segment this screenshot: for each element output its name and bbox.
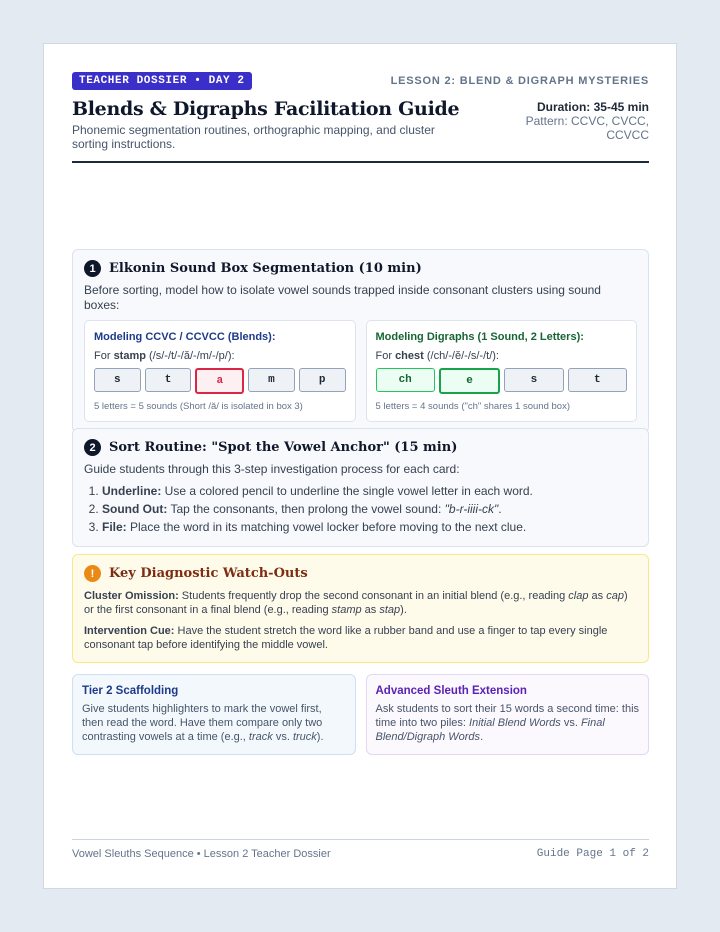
sound-box-vowel: a — [195, 368, 244, 394]
section-title: Elkonin Sound Box Segmentation (10 min) — [109, 261, 422, 276]
section-watch-outs — [72, 554, 649, 663]
example-sounds: (/ch/-/ĕ/-/s/-/t/): — [423, 350, 499, 362]
blends-note: 5 letters = 5 sounds (Short /ă/ is isolated in box 3) — [94, 401, 303, 412]
step-label: Sound Out: — [102, 502, 168, 516]
section-intro: Guide students through this 3-step investigation process for each card: — [84, 462, 460, 476]
sound-box: s — [504, 368, 563, 392]
tier2-card — [72, 674, 356, 755]
pattern-label: Pattern: CCVC, CVCC, CCVCC — [525, 114, 649, 142]
text: ). — [316, 731, 324, 743]
warning-icon: ! — [84, 565, 101, 582]
sound-box: m — [248, 368, 295, 392]
step-label: File: — [102, 520, 127, 534]
digraphs-model-card — [366, 320, 638, 422]
section-sort-routine — [72, 428, 649, 547]
modeling-columns — [84, 320, 637, 422]
step-item — [102, 500, 637, 518]
digraphs-note: 5 letters = 4 sounds ("ch" shares 1 sound box) — [375, 401, 570, 412]
tier2-text — [82, 702, 346, 744]
text: Give students highlighters to mark the vowel first, then read the word. Have them compare only two contrasting vowels at a time (e.g., — [82, 703, 323, 743]
section-intro: Before sorting, model how to isolate vowel sounds trapped inside consonant clusters using sound boxes: — [84, 283, 601, 312]
page-subtitle: Phonemic segmentation routines, orthographic mapping, and cluster sorting instructions. — [72, 123, 435, 151]
page-title: Blends & Digraphs Facilitation Guide — [72, 98, 460, 120]
document-page — [43, 43, 677, 889]
text: Have the student stretch the word like a rubber band and use a finger to tap every single consonant tap before identifying the middle vowel. — [84, 625, 608, 651]
sound-box-digraph: ch — [376, 368, 435, 392]
for-prefix: For — [375, 350, 396, 362]
section-title: Key Diagnostic Watch-Outs — [109, 566, 308, 581]
example-word: clap — [568, 590, 589, 602]
paragraph-label: Cluster Omission: — [84, 590, 179, 602]
page-content — [72, 72, 649, 743]
blends-model-title: Modeling CCVC / CCVCC (Blends): — [94, 331, 276, 343]
extension-text — [376, 702, 640, 744]
text: vs. — [560, 717, 581, 729]
header-topline — [72, 72, 649, 90]
text: . — [480, 731, 484, 743]
text: as — [361, 604, 380, 616]
step-text: Use a colored pencil to underline the single vowel letter in each word. — [161, 484, 533, 498]
step-text-end: . — [498, 502, 502, 516]
step-text: Place the word in its matching vowel locker before moving to the next clue. — [126, 520, 527, 534]
step-text: Tap the consonants, then prolong the vowel sound: — [167, 502, 445, 516]
page-number: Guide Page 1 of 2 — [536, 848, 649, 860]
text: ). — [400, 604, 407, 616]
section-number-1: 1 — [84, 260, 101, 277]
step-label: Underline: — [102, 484, 162, 498]
blends-example — [94, 350, 346, 362]
section-sound-boxes — [72, 249, 649, 433]
pile-name: Initial Blend Words — [469, 717, 561, 729]
blends-model-card — [84, 320, 356, 422]
example-word: chest — [395, 350, 424, 362]
text: Students frequently drop the second consonant in an initial blend (e.g., reading — [178, 590, 569, 602]
example-word: stamp — [331, 604, 362, 616]
tier2-title: Tier 2 Scaffolding — [82, 685, 179, 697]
sound-box-vowel: e — [439, 368, 500, 394]
section-number-2: 2 — [84, 439, 101, 456]
text: as — [588, 590, 607, 602]
sound-box: t — [568, 368, 627, 392]
section-header — [84, 439, 637, 456]
header-divider — [72, 161, 649, 163]
sound-boxes-stamp — [94, 368, 346, 394]
header — [72, 97, 649, 151]
dossier-badge: TEACHER DOSSIER • DAY 2 — [72, 72, 252, 90]
example-sounds: (/s/-/t/-/ă/-/m/-/p/): — [145, 350, 235, 362]
sound-box: p — [299, 368, 346, 392]
step-emphasis: "b-r-iiii-ck" — [444, 502, 499, 516]
page-footer — [72, 839, 649, 860]
paragraph-label: Intervention Cue: — [84, 625, 175, 637]
duration-label: Duration: 35-45 min — [536, 100, 649, 114]
example-word: stamp — [113, 350, 146, 362]
header-left — [72, 97, 472, 151]
for-prefix: For — [94, 350, 114, 362]
footer-left: Vowel Sleuths Sequence • Lesson 2 Teacher Dossier — [72, 848, 331, 860]
example-word: truck — [292, 731, 317, 743]
header-meta — [524, 100, 649, 151]
step-item — [102, 482, 637, 500]
sound-box: t — [145, 368, 192, 392]
text: Ask students to sort their 15 words a second time: this time into two piles: — [375, 703, 640, 729]
sound-box: s — [94, 368, 141, 392]
text: ) or the first consonant in a final blend (e.g., reading — [84, 590, 628, 616]
section-header — [84, 565, 637, 582]
cluster-omission-paragraph — [84, 589, 637, 617]
step-item — [102, 518, 637, 536]
lesson-label: LESSON 2: BLEND & DIGRAPH MYSTERIES — [390, 75, 649, 87]
example-word: cap — [606, 590, 624, 602]
intervention-cue-paragraph — [84, 624, 637, 652]
sound-boxes-chest — [376, 368, 628, 394]
example-word: track — [248, 731, 273, 743]
extension-cards — [72, 674, 649, 755]
section-header — [84, 260, 637, 277]
routine-steps — [84, 482, 637, 536]
pile-name: Final Blend/Digraph Words — [375, 717, 605, 743]
section-title: Sort Routine: "Spot the Vowel Anchor" (15 min) — [109, 440, 458, 455]
text: vs. — [272, 731, 293, 743]
extension-card — [366, 674, 650, 755]
extension-title: Advanced Sleuth Extension — [375, 685, 527, 697]
digraphs-example — [376, 350, 628, 362]
example-word: stap — [379, 604, 401, 616]
digraphs-model-title: Modeling Digraphs (1 Sound, 2 Letters): — [375, 331, 584, 343]
